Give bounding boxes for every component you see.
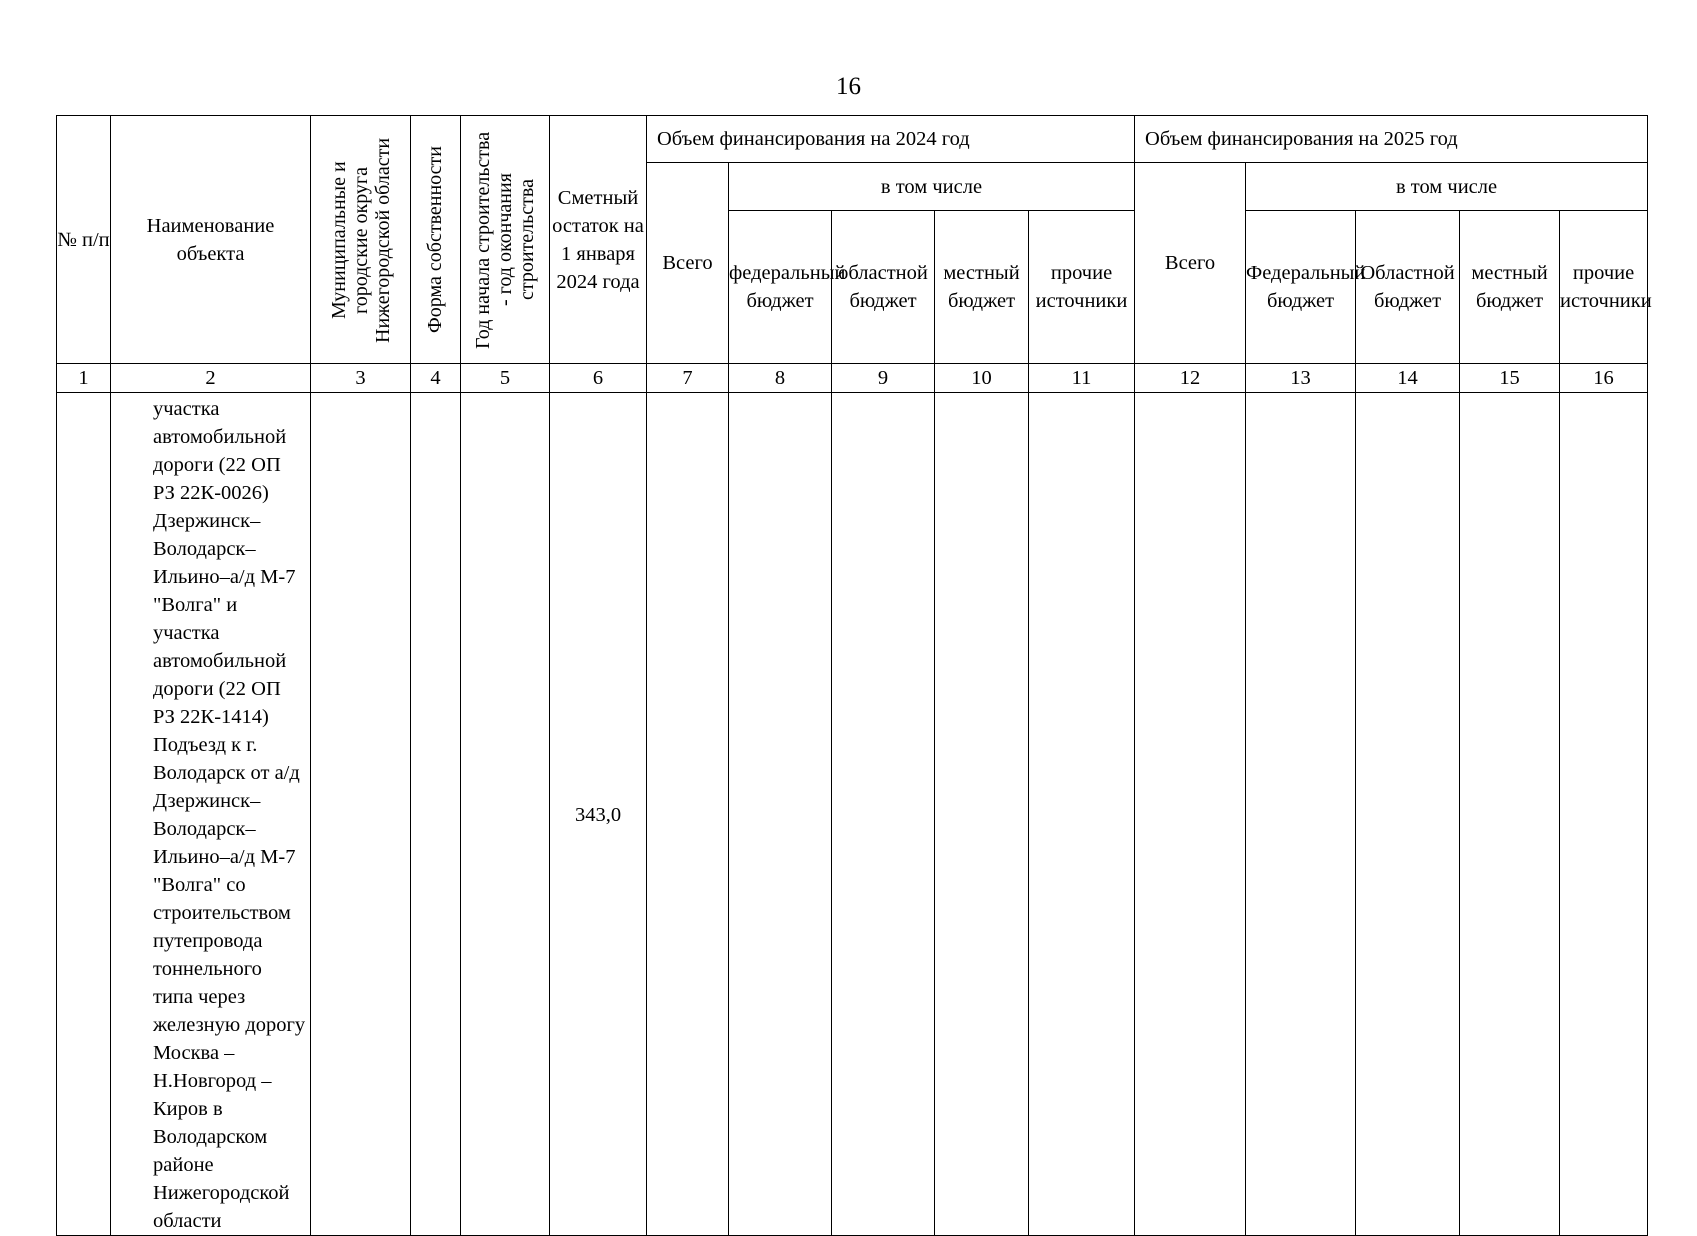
cell-federal-2024 <box>729 393 832 1236</box>
cell-regional-2024 <box>832 393 935 1236</box>
column-number-row <box>57 364 1648 393</box>
header-total-2024: Всего <box>647 163 729 364</box>
column-number: 2 <box>111 364 311 393</box>
cell-ownership <box>411 393 461 1236</box>
header-local-2025: местный бюджет <box>1460 211 1560 364</box>
column-number: 8 <box>729 364 832 393</box>
header-other-2024: прочие источники <box>1029 211 1135 364</box>
table-row <box>57 393 1648 1236</box>
header-including-2025: в том числе <box>1246 163 1648 211</box>
header-federal-2024: федеральный бюджет <box>729 211 832 364</box>
column-number: 16 <box>1560 364 1648 393</box>
financing-table <box>56 115 1652 1236</box>
cell-district <box>311 393 411 1236</box>
header-object-name: Наименование объекта <box>111 116 311 364</box>
header-num: № п/п <box>57 116 111 364</box>
column-number: 9 <box>832 364 935 393</box>
cell-local-2024 <box>935 393 1029 1236</box>
header-group-2025: Объем финансирования на 2025 год <box>1135 116 1648 163</box>
header-regional-2025: Областной бюджет <box>1356 211 1460 364</box>
header-years-label: Год начала строительства - год окончания строительства <box>472 130 538 349</box>
cell-balance: 343,0 <box>550 393 647 1236</box>
cell-object-name: участка автомобильной дороги (22 ОП РЗ 22К-0026) Дзержинск–Володарск–Ильино–а/д М-7 "Волга" и участка автомобильной дороги (22 ОП РЗ 22К-1414) Подъезд к г. Володарск от а/д Дзержинск–Володарск–Ильино–а/д М-7 "Волга" со строительством путепровода тоннельного типа через железную дорогу Москва – Н.Новгород – Киров в Володарском районе Нижегородской области <box>111 393 311 1236</box>
column-number: 4 <box>411 364 461 393</box>
column-number: 7 <box>647 364 729 393</box>
header-district-label: Муниципальные и городские округа Нижегородской области <box>327 136 394 343</box>
cell-total-2024 <box>647 393 729 1236</box>
cell-federal-2025 <box>1246 393 1356 1236</box>
header-ownership <box>411 116 461 364</box>
header-other-2025: прочие источники <box>1560 211 1648 364</box>
cell-local-2025 <box>1460 393 1560 1236</box>
column-number: 12 <box>1135 364 1246 393</box>
header-balance: Сметный остаток на 1 января 2024 года <box>550 116 647 364</box>
cell-other-2024 <box>1029 393 1135 1236</box>
header-district <box>311 116 411 364</box>
header-group-2024: Объем финансирования на 2024 год <box>647 116 1135 163</box>
cell-other-2025 <box>1560 393 1648 1236</box>
header-row-1 <box>57 116 1648 163</box>
column-number: 15 <box>1460 364 1560 393</box>
header-federal-2025: Федеральный бюджет <box>1246 211 1356 364</box>
cell-num <box>57 393 111 1236</box>
cell-years <box>461 393 550 1236</box>
header-regional-2024: областной бюджет <box>832 211 935 364</box>
column-number: 1 <box>57 364 111 393</box>
cell-total-2025 <box>1135 393 1246 1236</box>
column-number: 5 <box>461 364 550 393</box>
page-number: 16 <box>836 73 861 100</box>
header-local-2024: местный бюджет <box>935 211 1029 364</box>
cell-regional-2025 <box>1356 393 1460 1236</box>
header-total-2025: Всего <box>1135 163 1246 364</box>
column-number: 3 <box>311 364 411 393</box>
column-number: 11 <box>1029 364 1135 393</box>
header-ownership-label: Форма собственности <box>423 146 446 333</box>
column-number: 10 <box>935 364 1029 393</box>
column-number: 6 <box>550 364 647 393</box>
column-number: 13 <box>1246 364 1356 393</box>
column-number: 14 <box>1356 364 1460 393</box>
header-years <box>461 116 550 364</box>
header-including-2024: в том числе <box>729 163 1135 211</box>
